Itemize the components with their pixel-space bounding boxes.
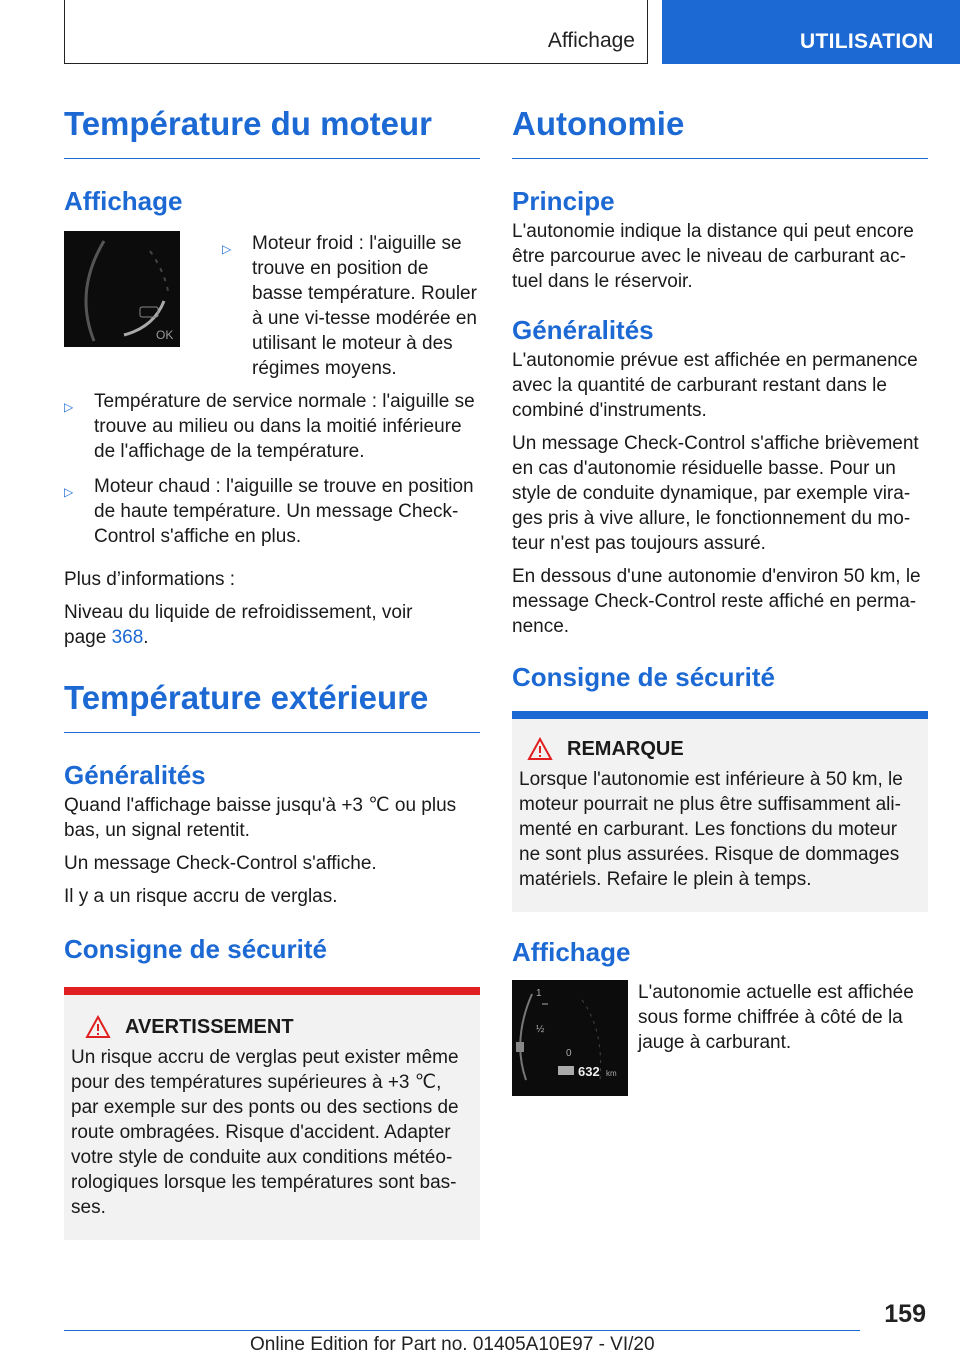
header-section-box	[64, 0, 648, 64]
triangle-bullet-icon: ▷	[64, 400, 74, 414]
page-number: 159	[884, 1300, 926, 1328]
heading-range: Autonomie	[512, 100, 928, 159]
notice-title: REMARQUE	[567, 737, 684, 760]
footer-divider	[64, 1330, 860, 1331]
gauge-empty-label: 0	[566, 1048, 572, 1059]
page-link[interactable]: 368	[111, 627, 144, 648]
bullet-cold-engine: ▷ Moteur froid : l'aiguille se trouve en position de basse température. Rouler à une vi-tesse modérée en utilisant le moteur à des régimes moyens.	[222, 233, 477, 379]
heading-safety: Consigne de sécurité	[512, 662, 775, 692]
notice-text: Lorsque l'autonomie est inférieure à 50 km, le moteur pourrait ne plus être suffisamment ali-menté en carburant. Les fonctions du moteur ne sont plus assurées. Risque de dommages matériels. Refaire le plein à temps.	[519, 769, 903, 890]
right-column	[512, 96, 928, 1096]
gauge-ok-label: OK	[156, 328, 174, 342]
paragraph: Un message Check-Control s'affiche brièvement en cas d'autonomie résiduelle basse. Pour un style de conduite dynamique, par exemple vira-ges pris à vive allure, le fonctionnement du mo-teur n'est pas toujours assuré.	[512, 433, 919, 554]
heading-safety: Consigne de sécurité	[64, 934, 327, 964]
warning-title: AVERTISSEMENT	[125, 1015, 294, 1038]
engine-temperature-gauge-image	[64, 231, 180, 347]
paragraph: Quand l'affichage baisse jusqu'à +3 ℃ ou plus bas, un signal retentit.	[64, 795, 457, 841]
gauge-range-value: 632	[578, 1064, 600, 1079]
heading-outside-temperature: Température extérieure	[64, 674, 480, 733]
notice-box	[512, 711, 928, 912]
paragraph: Un message Check-Control s'affiche.	[64, 853, 377, 874]
paragraph: En dessous d'une autonomie d'environ 50 km, le message Check-Control reste affiché en perma-nence.	[512, 566, 921, 637]
bullet-normal-temp: ▷ Température de service normale : l'aiguille se trouve au milieu ou dans la moitié inférieure de l'affichage de la température.	[64, 391, 475, 462]
heading-general: Généralités	[512, 315, 654, 345]
paragraph: L'autonomie actuelle est affichée sous forme chiffrée à côté de la jauge à carburant.	[638, 982, 914, 1053]
paragraph: L'autonomie indique la distance qui peut encore être parcourue avec le niveau de carburant ac-tuel dans le réservoir.	[512, 221, 914, 292]
footer-edition: Online Edition for Part no. 01405A10E97 - VI/20	[250, 1334, 655, 1355]
triangle-bullet-icon: ▷	[64, 485, 74, 499]
warning-triangle-icon	[527, 737, 553, 761]
bullet-hot-engine: ▷ Moteur chaud : l'aiguille se trouve en position de haute température. Un message Check-Control s'affiche en plus.	[64, 476, 474, 547]
header-chapter-tab	[662, 0, 960, 64]
heading-principle: Principe	[512, 186, 615, 216]
coolant-reference: Niveau du liquide de refroidissement, voir page 368.	[64, 602, 413, 648]
heading-engine-temperature: Température du moteur	[64, 100, 480, 159]
header-section-title: Affichage	[547, 29, 635, 52]
paragraph: L'autonomie prévue est affichée en permanence avec la quantité de carburant restant dans le combiné d'instruments.	[512, 350, 918, 421]
paragraph: Il y a un risque accru de verglas.	[64, 886, 338, 907]
triangle-bullet-icon: ▷	[222, 242, 232, 256]
range-gauge-image	[512, 980, 628, 1096]
gauge-range-unit: km	[606, 1069, 617, 1078]
heading-display: Affichage	[512, 937, 631, 967]
warning-box	[64, 987, 480, 1240]
warning-triangle-icon	[85, 1015, 111, 1039]
header-chapter-label: UTILISATION	[800, 30, 934, 53]
warning-text: Un risque accru de verglas peut exister même pour des températures supérieures à +3 ℃, par exemple sur des ponts ou des sections de route ombragées. Risque d'accident. Adapter votre style de conduite aux conditions météo-rologiques lorsque les températures sont bas-ses.	[71, 1047, 459, 1218]
heading-display: Affichage	[64, 186, 183, 216]
left-column	[64, 96, 480, 1240]
more-info-label: Plus d’informations :	[64, 569, 236, 590]
heading-general: Généralités	[64, 760, 206, 790]
gauge-half-label: ½	[536, 1024, 545, 1035]
gauge-full-label: 1	[536, 988, 542, 999]
